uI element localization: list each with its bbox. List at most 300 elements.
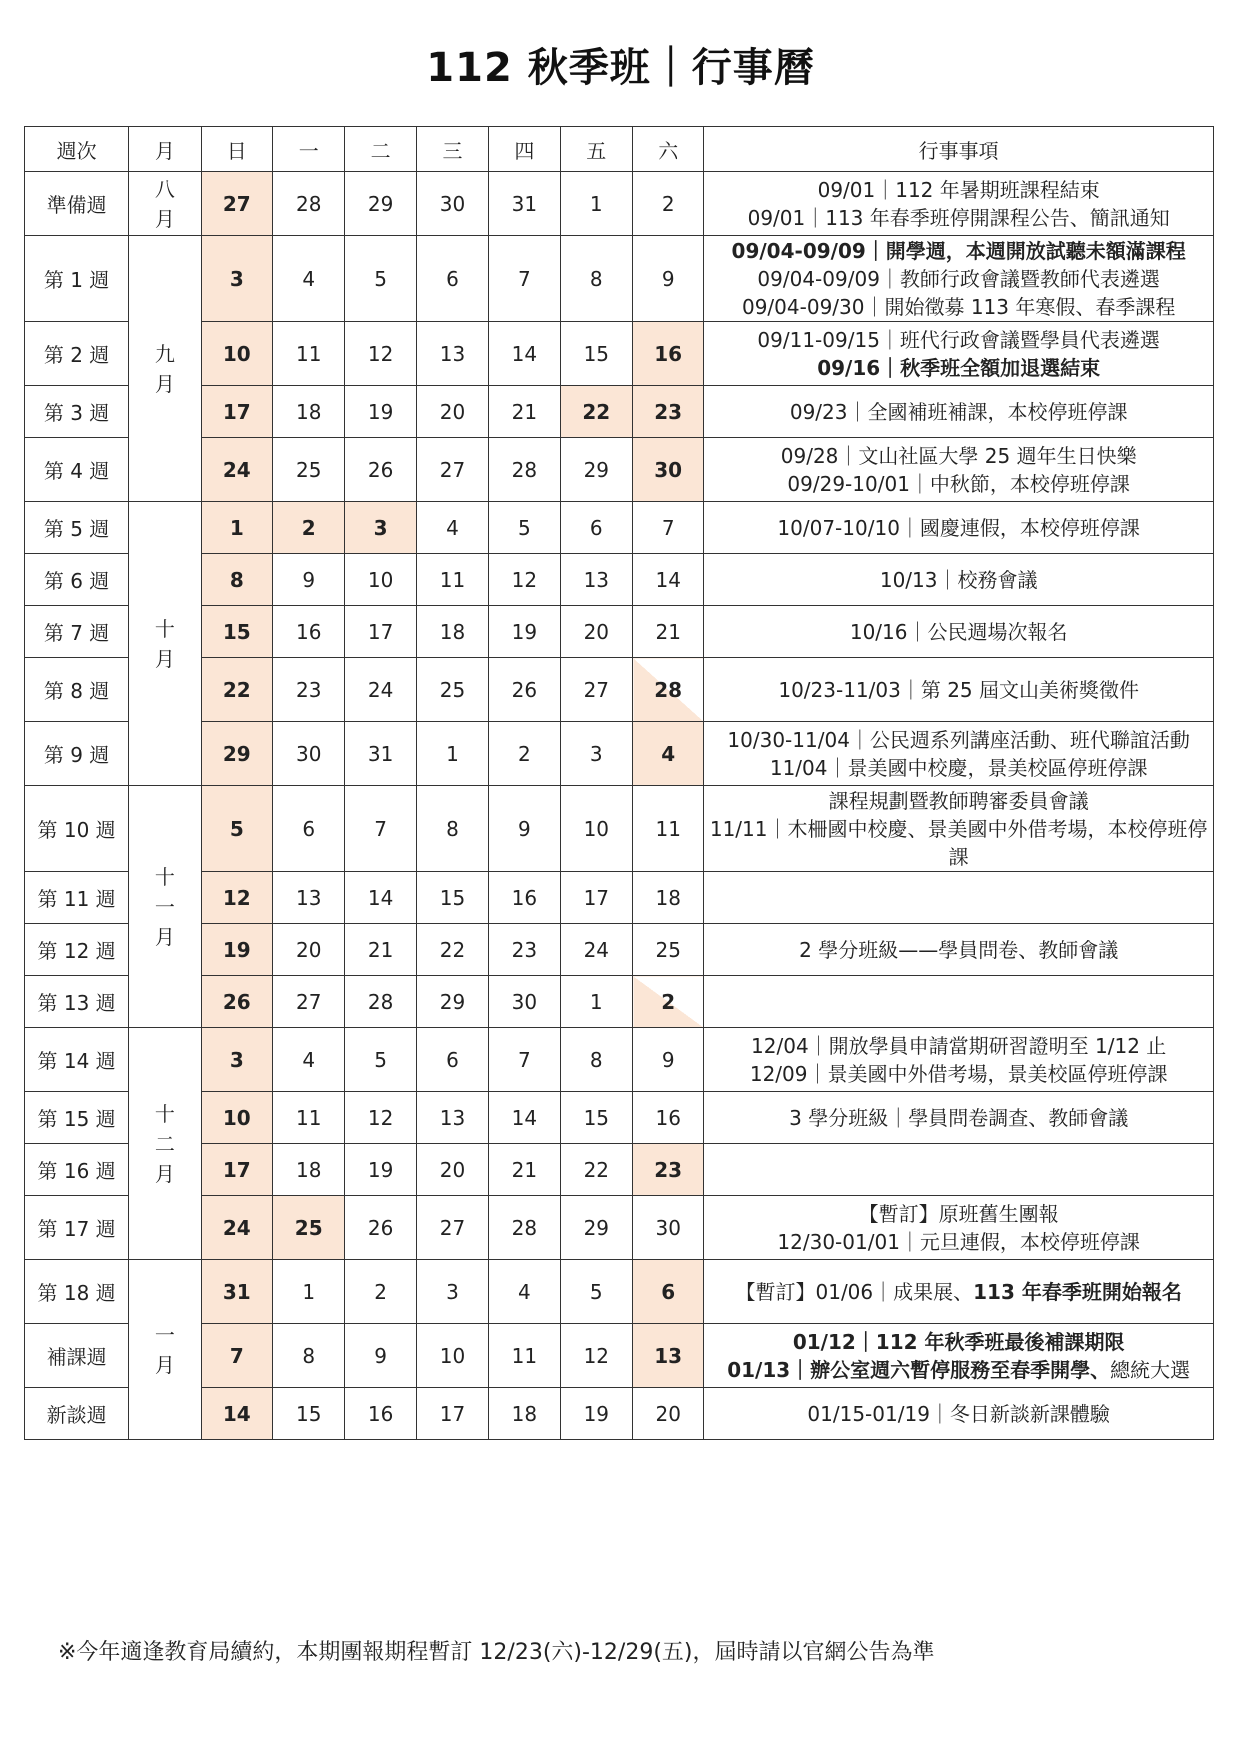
page-title: 112 秋季班｜行事曆 — [426, 45, 815, 91]
day-cell: 27 — [201, 172, 272, 236]
events-cell — [704, 976, 1214, 1028]
day-cell: 12 — [201, 872, 272, 924]
week-label: 第 5 週 — [25, 502, 129, 554]
day-cell: 24 — [560, 924, 632, 976]
event-text: 09/04-09/30｜開始徵募 113 年寒假、春季課程 — [741, 294, 1176, 319]
day-cell: 4 — [416, 502, 488, 554]
event-text: 10/13｜校務會議 — [879, 567, 1038, 592]
day-cell: 8 — [416, 786, 488, 872]
events-cell — [704, 386, 1214, 438]
month-char: 九 — [154, 341, 175, 366]
week-row — [25, 1196, 1214, 1260]
week-label: 第 15 週 — [25, 1092, 129, 1144]
week-row — [25, 1324, 1214, 1388]
day-cell: 20 — [633, 1388, 704, 1440]
day-cell: 20 — [416, 1144, 488, 1196]
day-cell: 2 — [489, 722, 560, 786]
week-row — [25, 976, 1214, 1028]
event-line — [704, 1032, 1213, 1060]
day-cell: 7 — [633, 502, 704, 554]
week-label: 第 16 週 — [25, 1144, 129, 1196]
event-text: 10/30-11/04｜公民週系列講座活動、班代聯誼活動 — [727, 727, 1190, 752]
day-cell: 29 — [416, 976, 488, 1028]
day-cell: 5 — [560, 1260, 632, 1324]
event-line — [704, 754, 1213, 782]
week-row — [25, 172, 1214, 236]
day-cell: 23 — [633, 386, 704, 438]
day-cell: 4 — [489, 1260, 560, 1324]
event-line — [704, 676, 1213, 704]
day-cell: 17 — [560, 872, 632, 924]
day-cell: 28 — [489, 438, 560, 502]
day-cell: 15 — [201, 606, 272, 658]
events-cell — [704, 1144, 1214, 1196]
day-cell: 25 — [633, 924, 704, 976]
day-cell: 14 — [489, 322, 560, 386]
events-cell — [704, 1028, 1214, 1092]
month-char: 八 — [154, 176, 175, 201]
day-cell: 2 — [272, 502, 344, 554]
week-label: 第 12 週 — [25, 924, 129, 976]
week-label: 第 17 週 — [25, 1196, 129, 1260]
event-line — [704, 398, 1213, 426]
week-label: 第 7 週 — [25, 606, 129, 658]
day-cell: 26 — [345, 438, 416, 502]
week-row — [25, 658, 1214, 722]
event-line — [704, 204, 1213, 232]
day-cell: 9 — [272, 554, 344, 606]
event-line — [704, 1400, 1213, 1428]
day-cell: 14 — [633, 554, 704, 606]
day-cell: 12 — [489, 554, 560, 606]
day-cell: 22 — [560, 386, 632, 438]
events-cell — [704, 236, 1214, 322]
day-cell: 21 — [489, 386, 560, 438]
day-cell: 28 — [633, 658, 704, 722]
events-cell — [704, 786, 1214, 872]
week-row — [25, 872, 1214, 924]
day-cell: 2 — [633, 172, 704, 236]
day-cell: 1 — [560, 976, 632, 1028]
day-cell: 5 — [345, 1028, 416, 1092]
header-week: 週次 — [25, 127, 129, 172]
event-line — [704, 1328, 1213, 1356]
week-row — [25, 1144, 1214, 1196]
event-text: 09/01｜113 年春季班停開課程公告、簡訊通知 — [747, 205, 1170, 230]
month-label — [129, 1260, 201, 1440]
day-cell: 25 — [272, 438, 344, 502]
day-cell: 10 — [201, 1092, 272, 1144]
event-text: 09/11-09/15｜班代行政會議暨學員代表遴選 — [757, 327, 1160, 352]
week-label: 新談週 — [25, 1388, 129, 1440]
event-text: 12/30-01/01｜元旦連假，本校停班停課 — [777, 1229, 1140, 1254]
day-cell: 21 — [489, 1144, 560, 1196]
header-sun: 日 — [201, 127, 272, 172]
header-sat: 六 — [633, 127, 704, 172]
day-cell: 3 — [201, 1028, 272, 1092]
week-label: 準備週 — [25, 172, 129, 236]
events-cell — [704, 322, 1214, 386]
day-cell: 30 — [416, 172, 488, 236]
week-row — [25, 1260, 1214, 1324]
day-cell: 13 — [560, 554, 632, 606]
events-cell — [704, 924, 1214, 976]
month-char: 二 — [154, 1131, 175, 1156]
day-cell: 24 — [201, 1196, 272, 1260]
day-cell: 19 — [489, 606, 560, 658]
event-text: 【暫訂】原班舊生團報 — [858, 1201, 1059, 1226]
day-cell: 31 — [489, 172, 560, 236]
day-cell: 10 — [416, 1324, 488, 1388]
day-cell: 9 — [633, 1028, 704, 1092]
month-char: 月 — [154, 646, 175, 671]
day-cell: 31 — [345, 722, 416, 786]
events-cell — [704, 172, 1214, 236]
week-row — [25, 438, 1214, 502]
footnote: ※今年適逢教育局續約，本期團報期程暫訂 12/23(六)-12/29(五)，屆時請以官網公告為準 — [58, 1640, 935, 1665]
day-cell: 13 — [633, 1324, 704, 1388]
day-cell: 7 — [489, 236, 560, 322]
day-cell: 24 — [201, 438, 272, 502]
month-label — [129, 786, 201, 1028]
day-cell: 3 — [560, 722, 632, 786]
event-line — [704, 326, 1213, 354]
month-char: 月 — [154, 206, 175, 231]
week-label: 第 2 週 — [25, 322, 129, 386]
event-text: 12/09｜景美國中外借考場，景美校區停班停課 — [749, 1061, 1168, 1086]
day-cell: 6 — [272, 786, 344, 872]
day-cell: 26 — [345, 1196, 416, 1260]
day-cell: 11 — [272, 322, 344, 386]
day-cell: 29 — [201, 722, 272, 786]
day-cell: 5 — [489, 502, 560, 554]
event-line — [704, 815, 1213, 871]
header-month: 月 — [129, 127, 201, 172]
event-text: 09/04-09/09｜開學週，本週開放試聽未額滿課程 — [731, 238, 1186, 263]
month-label — [129, 172, 201, 236]
week-row — [25, 786, 1214, 872]
event-line — [704, 1356, 1213, 1384]
day-cell: 19 — [560, 1388, 632, 1440]
day-cell: 17 — [345, 606, 416, 658]
events-cell — [704, 722, 1214, 786]
day-cell: 14 — [201, 1388, 272, 1440]
week-label: 第 18 週 — [25, 1260, 129, 1324]
week-label: 第 3 週 — [25, 386, 129, 438]
event-text: 01/12｜112 年秋季班最後補課期限 — [792, 1329, 1125, 1354]
day-cell: 16 — [489, 872, 560, 924]
day-cell: 8 — [560, 1028, 632, 1092]
day-cell: 17 — [416, 1388, 488, 1440]
day-cell: 18 — [272, 386, 344, 438]
day-cell: 9 — [489, 786, 560, 872]
day-cell: 16 — [633, 1092, 704, 1144]
day-cell: 18 — [489, 1388, 560, 1440]
day-cell: 28 — [345, 976, 416, 1028]
week-label: 第 9 週 — [25, 722, 129, 786]
header-events: 行事事項 — [704, 127, 1214, 172]
week-label: 第 11 週 — [25, 872, 129, 924]
day-cell: 1 — [416, 722, 488, 786]
day-cell: 25 — [272, 1196, 344, 1260]
day-cell: 7 — [345, 786, 416, 872]
day-cell: 16 — [272, 606, 344, 658]
header-tue: 二 — [345, 127, 416, 172]
day-cell: 9 — [345, 1324, 416, 1388]
day-cell: 11 — [416, 554, 488, 606]
day-cell: 12 — [345, 322, 416, 386]
day-cell: 24 — [345, 658, 416, 722]
day-cell: 8 — [201, 554, 272, 606]
events-cell — [704, 1196, 1214, 1260]
day-cell: 11 — [272, 1092, 344, 1144]
day-cell: 18 — [416, 606, 488, 658]
event-text: 09/28｜文山社區大學 25 週年生日快樂 — [780, 443, 1137, 468]
day-cell: 25 — [416, 658, 488, 722]
day-cell: 19 — [345, 1144, 416, 1196]
day-cell: 22 — [560, 1144, 632, 1196]
day-cell: 21 — [345, 924, 416, 976]
event-line — [704, 1228, 1213, 1256]
day-cell: 6 — [416, 236, 488, 322]
day-cell: 20 — [560, 606, 632, 658]
day-cell: 1 — [201, 502, 272, 554]
event-text: 09/23｜全國補班補課，本校停班停課 — [789, 399, 1128, 424]
week-row — [25, 606, 1214, 658]
week-row — [25, 502, 1214, 554]
day-cell: 7 — [201, 1324, 272, 1388]
event-line — [704, 618, 1213, 646]
day-cell: 1 — [560, 172, 632, 236]
day-cell: 3 — [416, 1260, 488, 1324]
day-cell: 15 — [560, 1092, 632, 1144]
week-row — [25, 554, 1214, 606]
header-mon: 一 — [272, 127, 344, 172]
day-cell: 14 — [489, 1092, 560, 1144]
day-cell: 30 — [489, 976, 560, 1028]
event-text: 11/04｜景美國中校慶，景美校區停班停課 — [769, 755, 1148, 780]
week-row — [25, 722, 1214, 786]
header-thu: 四 — [489, 127, 560, 172]
day-cell: 6 — [416, 1028, 488, 1092]
event-text: 11/11｜木柵國中校慶、景美國中外借考場，本校停班停課 — [709, 816, 1208, 869]
day-cell: 27 — [416, 1196, 488, 1260]
event-line — [704, 936, 1213, 964]
day-cell: 7 — [489, 1028, 560, 1092]
day-cell: 14 — [345, 872, 416, 924]
month-char: 十 — [154, 616, 175, 641]
week-label: 第 4 週 — [25, 438, 129, 502]
event-line — [704, 787, 1213, 815]
event-line — [704, 1200, 1213, 1228]
day-cell: 9 — [633, 236, 704, 322]
week-label: 第 14 週 — [25, 1028, 129, 1092]
day-cell: 10 — [201, 322, 272, 386]
event-text: 01/13｜辦公室週六暫停服務至春季開學、 — [727, 1357, 1111, 1382]
day-cell: 18 — [633, 872, 704, 924]
day-cell: 29 — [560, 1196, 632, 1260]
events-cell — [704, 606, 1214, 658]
day-cell: 29 — [560, 438, 632, 502]
events-cell — [704, 502, 1214, 554]
event-line — [704, 1104, 1213, 1132]
day-cell: 2 — [633, 976, 704, 1028]
event-text: 12/04｜開放學員申請當期研習證明至 1/12 止 — [751, 1033, 1167, 1058]
event-text: 10/16｜公民週場次報名 — [849, 619, 1068, 644]
event-text: 09/29-10/01｜中秋節，本校停班停課 — [787, 471, 1130, 496]
day-cell: 30 — [272, 722, 344, 786]
day-cell: 18 — [272, 1144, 344, 1196]
month-char: 月 — [154, 1161, 175, 1186]
day-cell: 16 — [633, 322, 704, 386]
week-label: 第 10 週 — [25, 786, 129, 872]
day-cell: 21 — [633, 606, 704, 658]
day-cell: 11 — [489, 1324, 560, 1388]
week-row — [25, 236, 1214, 322]
header-wed: 三 — [416, 127, 488, 172]
month-char: 一 — [154, 894, 175, 919]
event-text: 10/23-11/03｜第 25 屆文山美術獎徵件 — [778, 677, 1139, 702]
week-row — [25, 322, 1214, 386]
week-label: 第 6 週 — [25, 554, 129, 606]
day-cell: 26 — [489, 658, 560, 722]
month-label — [129, 236, 201, 502]
week-label: 第 13 週 — [25, 976, 129, 1028]
event-text: 09/16｜秋季班全額加退選結束 — [817, 355, 1101, 380]
event-line — [704, 442, 1213, 470]
day-cell: 6 — [633, 1260, 704, 1324]
day-cell: 11 — [633, 786, 704, 872]
month-label — [129, 1028, 201, 1260]
events-cell — [704, 658, 1214, 722]
week-label: 第 8 週 — [25, 658, 129, 722]
week-label: 補課週 — [25, 1324, 129, 1388]
day-cell: 30 — [633, 438, 704, 502]
day-cell: 27 — [560, 658, 632, 722]
event-line — [704, 1278, 1213, 1306]
month-label — [129, 502, 201, 786]
events-cell — [704, 1388, 1214, 1440]
day-cell: 31 — [201, 1260, 272, 1324]
month-char: 一 — [154, 1322, 175, 1347]
day-cell: 13 — [272, 872, 344, 924]
day-cell: 20 — [272, 924, 344, 976]
header-fri: 五 — [560, 127, 632, 172]
day-cell: 13 — [416, 1092, 488, 1144]
week-row — [25, 1388, 1214, 1440]
day-cell: 15 — [560, 322, 632, 386]
event-line — [704, 566, 1213, 594]
event-text: 10/07-10/10｜國慶連假，本校停班停課 — [777, 515, 1140, 540]
event-line — [704, 265, 1213, 293]
month-char: 月 — [154, 1352, 175, 1377]
day-cell: 23 — [633, 1144, 704, 1196]
event-line — [704, 514, 1213, 542]
day-cell: 15 — [416, 872, 488, 924]
month-char: 十 — [154, 864, 175, 889]
day-cell: 23 — [272, 658, 344, 722]
day-cell: 30 — [633, 1196, 704, 1260]
day-cell: 26 — [201, 976, 272, 1028]
day-cell: 22 — [416, 924, 488, 976]
header-row — [25, 127, 1214, 172]
event-line — [704, 726, 1213, 754]
day-cell: 8 — [272, 1324, 344, 1388]
events-cell — [704, 1260, 1214, 1324]
week-label: 第 1 週 — [25, 236, 129, 322]
event-text: 課程規劃暨教師聘審委員會議 — [828, 788, 1089, 813]
day-cell: 12 — [560, 1324, 632, 1388]
events-cell — [704, 438, 1214, 502]
day-cell: 17 — [201, 386, 272, 438]
month-char: 月 — [154, 924, 175, 949]
day-cell: 4 — [272, 236, 344, 322]
event-text: 01/15-01/19｜冬日新談新課體驗 — [807, 1401, 1110, 1426]
event-text: 【暫訂】01/06｜成果展、 — [735, 1279, 974, 1304]
day-cell: 10 — [560, 786, 632, 872]
event-line — [704, 1060, 1213, 1088]
day-cell: 17 — [201, 1144, 272, 1196]
day-cell: 19 — [345, 386, 416, 438]
day-cell: 20 — [416, 386, 488, 438]
day-cell: 10 — [345, 554, 416, 606]
month-char: 月 — [154, 371, 175, 396]
day-cell: 12 — [345, 1092, 416, 1144]
day-cell: 22 — [201, 658, 272, 722]
event-line — [704, 293, 1213, 321]
day-cell: 6 — [560, 502, 632, 554]
event-line — [704, 176, 1213, 204]
week-row — [25, 1092, 1214, 1144]
day-cell: 8 — [560, 236, 632, 322]
event-line — [704, 237, 1213, 265]
week-row — [25, 924, 1214, 976]
month-char: 十 — [154, 1101, 175, 1126]
event-text: 09/04-09/09｜教師行政會議暨教師代表遴選 — [757, 266, 1160, 291]
day-cell: 3 — [201, 236, 272, 322]
day-cell: 28 — [272, 172, 344, 236]
event-text: 2 學分班級——學員問卷、教師會議 — [799, 937, 1119, 962]
event-line — [704, 470, 1213, 498]
event-text: 3 學分班級｜學員問卷調查、教師會議 — [789, 1105, 1129, 1130]
week-row — [25, 1028, 1214, 1092]
events-cell — [704, 554, 1214, 606]
day-cell: 15 — [272, 1388, 344, 1440]
event-text: 09/01｜112 年暑期班課程結束 — [817, 177, 1100, 202]
day-cell: 1 — [272, 1260, 344, 1324]
day-cell: 16 — [345, 1388, 416, 1440]
day-cell: 4 — [272, 1028, 344, 1092]
day-cell: 29 — [345, 172, 416, 236]
day-cell: 5 — [345, 236, 416, 322]
day-cell: 3 — [345, 502, 416, 554]
week-row — [25, 386, 1214, 438]
day-cell: 27 — [272, 976, 344, 1028]
day-cell: 4 — [633, 722, 704, 786]
events-cell — [704, 1092, 1214, 1144]
day-cell: 13 — [416, 322, 488, 386]
day-cell: 5 — [201, 786, 272, 872]
event-text-normal: 總統大選 — [1110, 1357, 1191, 1382]
day-cell: 23 — [489, 924, 560, 976]
calendar-table — [24, 126, 1214, 1440]
event-line — [704, 354, 1213, 382]
events-cell — [704, 1324, 1214, 1388]
event-text-bold: 113 年春季班開始報名 — [973, 1279, 1182, 1304]
day-cell: 19 — [201, 924, 272, 976]
day-cell: 27 — [416, 438, 488, 502]
day-cell: 28 — [489, 1196, 560, 1260]
